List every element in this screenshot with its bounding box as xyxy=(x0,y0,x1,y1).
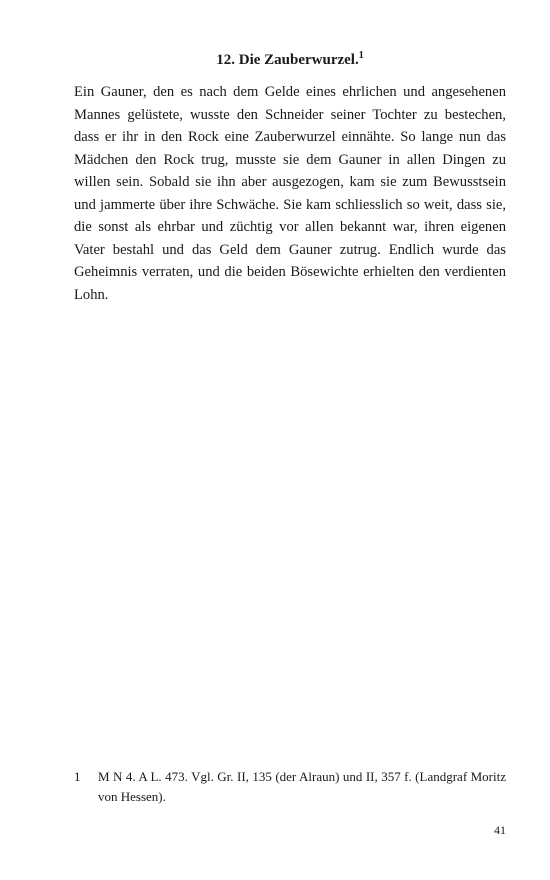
story-title-text: 12. Die Zauberwurzel. xyxy=(216,52,359,68)
story-title xyxy=(74,50,506,70)
footnote-number: 1 xyxy=(74,769,81,784)
footnote xyxy=(74,767,506,807)
footnote-reference: 1 xyxy=(358,50,364,61)
page-number: 41 xyxy=(494,823,506,837)
story-body-text: Ein Gauner, den es nach dem Gelde eines ehrlichen und angesehenen Mannes gelüstete, wusste den Schneider seiner Tochter zu bestechen, dass er ihr in den Rock eine Zauberwurzel einnähte. So lange nun das Mädchen den Rock trug, musste sie dem Gauner in allen Dingen zu willen sein. Sobald sie ihn aber ausgezogen, kam sie zum Bewusstsein und jammerte über ihre Schwäche. Sie kam schliesslich so weit, dass sie, die sonst als ehrbar und züchtig vor allen bekannt war, ihren eigenen Vater bestahl und das Geld dem Gauner zutrug. Endlich wurde das Geheimnis verraten, und die beiden Bösewichte erhielten den verdienten Lohn. xyxy=(74,84,506,303)
footnote-text: M N 4. A L. 473. Vgl. Gr. II, 135 (der Alraun) und II, 357 f. (Landgraf Moritz von Hessen). xyxy=(98,769,506,804)
